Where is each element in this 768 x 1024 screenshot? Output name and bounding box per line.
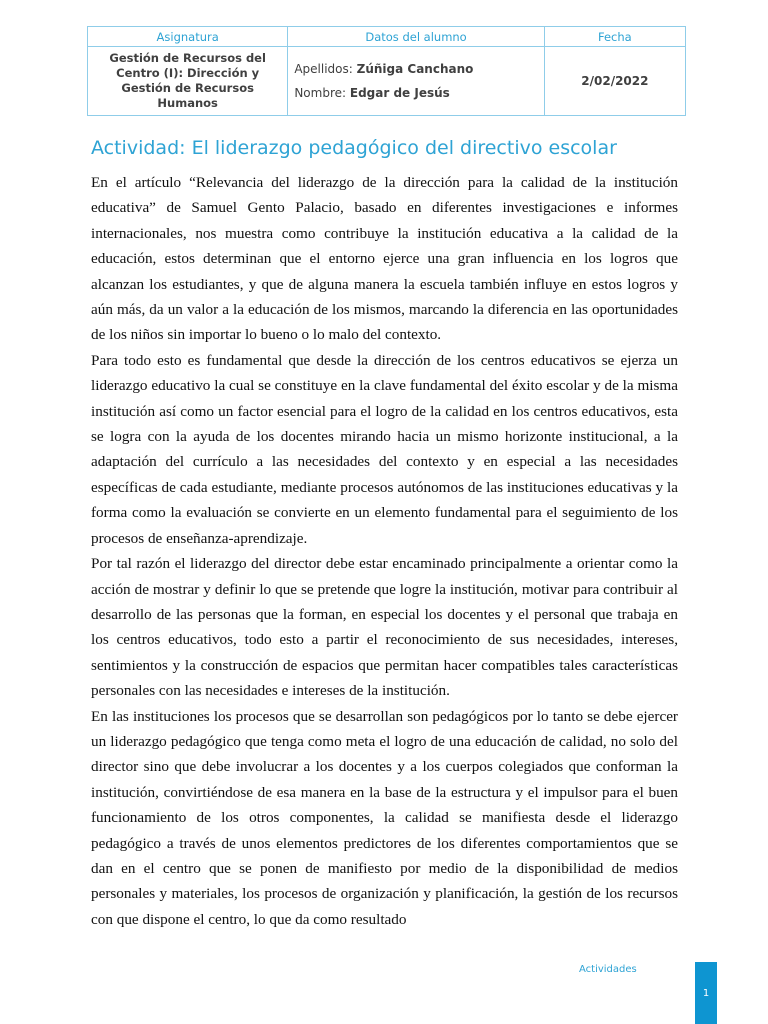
header-table (87, 26, 686, 116)
surname-line (294, 57, 543, 81)
date-cell: 2/02/2022 (544, 47, 685, 116)
data-row (88, 47, 686, 116)
paragraph-1: En el artículo “Relevancia del liderazgo de la dirección para la calidad de la institución educativa” de Samuel Gento Palacio, basado en diferentes investigaciones e informes internacionales, nos muestra como contribuye la institución educativa a la calidad de la educación, estos determinan que el entorno ejerce una gran influencia en los logros que alcanzan los estudiantes, y que de alguna manera la escuela también influye en estos logros y aún más, da un valor a la educación de los mismos, marcando la diferencia en las oportunidades de los niños sin importar lo bueno o lo malo del contexto. (91, 174, 678, 344)
subject-column-header: Asignatura (88, 27, 288, 47)
date-column-header: Fecha (544, 27, 685, 47)
page-title: Actividad: El liderazgo pedagógico del directivo escolar (91, 137, 617, 159)
student-cell (288, 47, 544, 116)
name-label: Nombre: (294, 86, 347, 100)
paragraph-4: En las instituciones los procesos que se desarrollan son pedagógicos por lo tanto se debe ejercer un liderazgo pedagógico que tenga como meta el logro de una educación de calidad, no solo del director sino que debe involucrar a los docentes y a los cuerpos colegiados que conforman la institución, convirtiéndose de esa manera en la base de la estructura y el impulsor para el buen funcionamiento de los otros componentes, la calidad se manifiesta desde el liderazgo pedagógico a través de unos elementos predictores de los diferentes comportamientos que se dan en el centro que se ponen de manifiesto por medio de la disponibilidad de medios personales y materiales, los procesos de organización y planificación, la gestión de los recursos con que dispone el centro, lo que da como resultado (91, 707, 678, 928)
body-text (91, 170, 678, 932)
name-line (294, 81, 543, 105)
student-column-header: Datos del alumno (288, 27, 544, 47)
name-value: Edgar de Jesús (349, 86, 450, 100)
subject-cell: Gestión de Recursos del Centro (I): Dirección y Gestión de Recursos Humanos (88, 47, 288, 116)
page-number: 1 (695, 962, 717, 1024)
surname-value: Zúñiga Canchano (356, 62, 474, 76)
header-row (88, 27, 686, 47)
footer-label: Actividades (579, 964, 637, 975)
paragraph-2: Para todo esto es fundamental que desde la dirección de los centros educativos se ejerza un liderazgo educativo la cual se constituye en la clave fundamental del éxito escolar y de la misma institución así como un factor esencial para el logro de la calidad en los centros educativos, esta se logra con la ayuda de los docentes mirando hacia un mismo horizonte institucional, a la adaptación del currículo a las necesidades del contexto y en especial a las necesidades específicas de cada estudiante, mediante procesos autónomos de las instituciones educativas y la forma como la evaluación se convierte en un elemento fundamental para el seguimiento de los procesos de enseñanza-aprendizaje. (91, 351, 678, 547)
surname-label: Apellidos: (294, 62, 353, 76)
paragraph-3: Por tal razón el liderazgo del director debe estar encaminado principalmente a orientar como la acción de mostrar y definir lo que se pretende que logre la institución, motivar para contribuir al desarrollo de las personas que la forman, en especial los docentes y el personal que trabaja en los centros educativos, todo esto a partir el reconocimiento de sus necesidades, intereses, sentimientos y la construcción de espacios que permitan hacer compatibles tales características personales con las necesidades e intereses de la institución. (91, 555, 678, 700)
